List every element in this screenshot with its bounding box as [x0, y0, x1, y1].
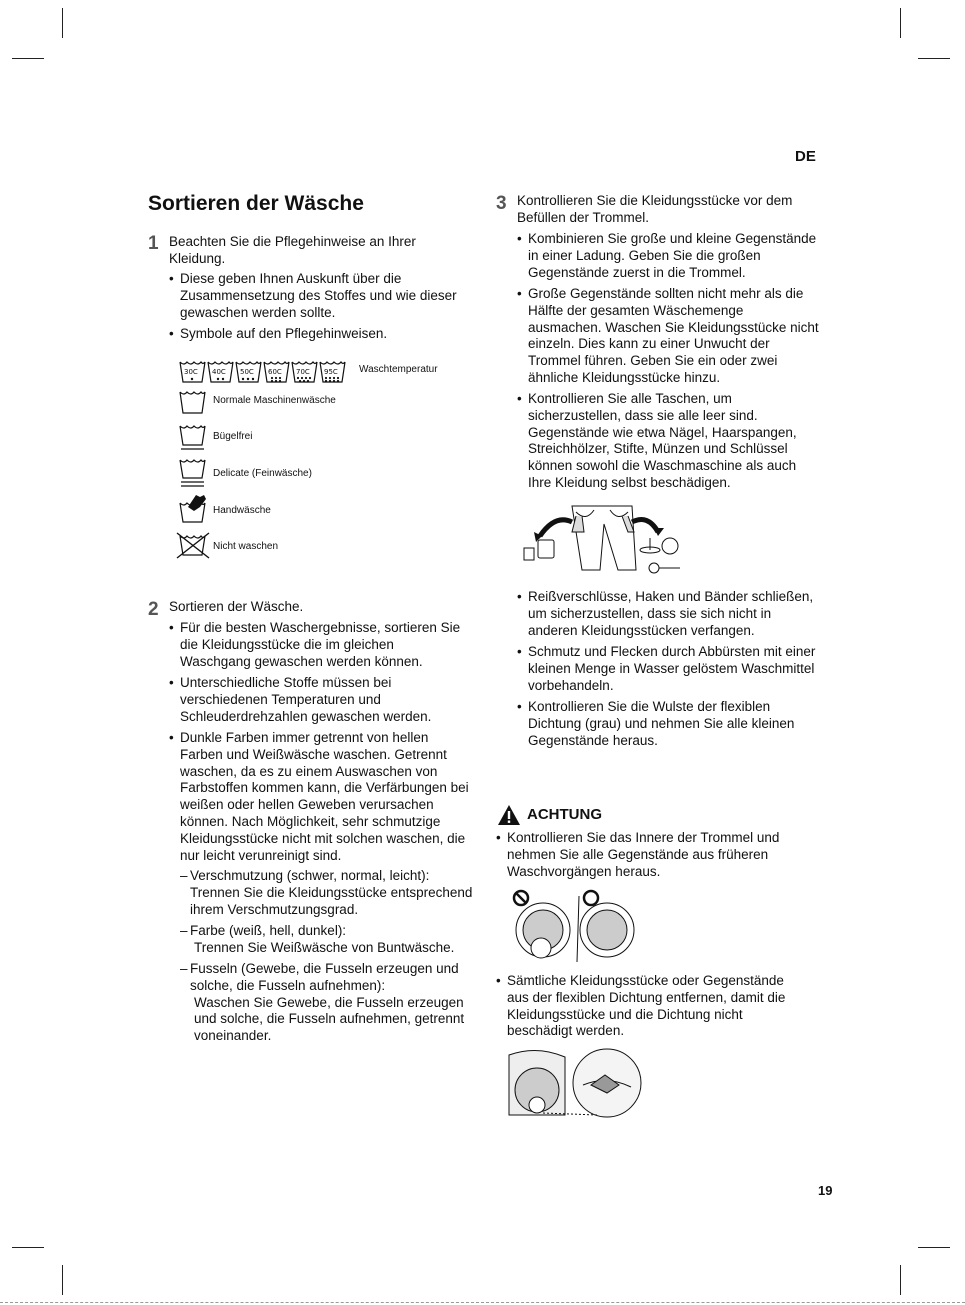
delicate-icon	[178, 456, 208, 490]
care-symbols	[178, 358, 478, 558]
dash-detail: Trennen Sie die Kleidungsstücke entsprechend ihrem Verschmutzungsgrad.	[190, 884, 473, 917]
dash-item	[180, 923, 475, 957]
temp-label: 40C	[212, 368, 226, 376]
bullet-item: • Dunkle Farben immer getrennt von hellen Farben und Weißwäsche waschen. Getrennt waschen, da es zu einem Auswaschen von Farbstoffen kommen kann, die Verfärbungen bei weißen oder hellen Geweben verursachen können. Nach Möglichkeit, sehr schmutzige Kleidungsstücke nicht mit solchen waschen, die nur leicht verunreinigt sind.	[169, 730, 472, 864]
temp-label: 60C	[268, 368, 282, 376]
no-wash-icon	[176, 530, 210, 560]
crop-mark	[12, 58, 44, 59]
crop-mark	[900, 8, 901, 38]
page-title: Sortieren der Wäsche	[148, 192, 364, 215]
temp-label: 30C	[184, 368, 198, 376]
symbol-label: Delicate (Feinwäsche)	[213, 468, 312, 479]
crop-mark	[900, 1265, 901, 1295]
dash-label: – Fusseln (Gewebe, die Fusseln erzeugen und solche, die Fusseln aufnehmen):	[190, 961, 459, 993]
bullet-item: • Schmutz und Flecken durch Abbürsten mit einer kleinen Menge in Wasser gelöstem Waschmittel vorbehandeln.	[517, 644, 820, 694]
warning-icon	[497, 804, 521, 826]
dash-label: – Farbe (weiß, hell, dunkel):	[190, 923, 347, 938]
dash-detail: Waschen Sie Gewebe, die Fusseln erzeugen und solche, die Fusseln aufnehmen, getrennt voneinander.	[194, 994, 465, 1044]
bottom-rule	[0, 1302, 965, 1303]
step-text: Beachten Sie die Pflegehinweise an Ihrer Kleidung.	[169, 234, 416, 266]
temp-label: 70C	[296, 368, 310, 376]
gasket-illustration	[507, 1045, 647, 1120]
bullet-item: • Unterschiedliche Stoffe müssen bei verschiedenen Temperaturen und Schleuderdrehzahlen gewaschen werden.	[169, 675, 468, 725]
hand-wash-icon	[178, 493, 210, 525]
step-number: 2	[148, 599, 159, 620]
step-text: Kontrollieren Sie die Kleidungsstücke vor dem Befüllen der Trommel.	[517, 193, 793, 225]
temp-label: 95C	[324, 368, 338, 376]
bullet-item: • Symbole auf den Pflegehinweisen.	[169, 326, 475, 343]
crop-mark	[12, 1247, 44, 1248]
bullet-item: • Sämtliche Kleidungsstücke oder Gegenstände aus der flexiblen Dichtung entfernen, damit die Kleidungsstücke und die Dichtung nicht beschädigt werden.	[496, 973, 807, 1040]
bullet-item: • Große Gegenstände sollten nicht mehr als die Hälfte der gesamten Wäschemenge ausmachen. Waschen Sie Kleidungsstücke nicht einzeln. Dies kann zu einer Unwucht der Trommel führen. Geben Sie ein oder zwei ähnliche Kleidungsstücke hinzu.	[517, 286, 820, 387]
symbol-label: Nicht waschen	[213, 541, 279, 552]
drum-check-illustration	[507, 888, 647, 963]
step-number: 1	[148, 233, 159, 254]
bullet-item: • Kombinieren Sie große und kleine Gegenstände in einer Ladung. Geben Sie die großen Gegenstände zuerst in die Trommel.	[517, 231, 820, 281]
symbol-label: Bügelfrei	[213, 431, 253, 442]
bullet-item: • Kontrollieren Sie das Innere der Trommel und nehmen Sie alle Gegenstände aus früheren Waschvorgängen heraus.	[496, 830, 807, 880]
bullet-item: • Kontrollieren Sie alle Taschen, um sicherzustellen, dass sie alle leer sind. Gegenstände wie etwa Nägel, Haarspangen, Streichhölzer, Stifte, Münzen und Schlüssel können sowohl die Waschmaschine als auch Ihre Kleidung selbst beschädigen.	[517, 391, 820, 492]
page-number: 19	[818, 1183, 833, 1198]
symbol-label: Handwäsche	[213, 505, 271, 516]
dash-item	[180, 868, 475, 918]
bullet-item: • Kontrollieren Sie die Wulste der flexiblen Dichtung (grau) und nehmen Sie alle kleinen Gegenstände heraus.	[517, 699, 820, 749]
iron-free-icon	[178, 422, 208, 452]
caution-title: ACHTUNG	[527, 806, 602, 823]
pockets-illustration	[520, 502, 690, 577]
normal-wash-icon	[178, 388, 208, 416]
language-tag: DE	[795, 148, 816, 165]
crop-mark	[918, 58, 950, 59]
temp-label: 50C	[240, 368, 254, 376]
crop-mark	[62, 8, 63, 38]
symbol-label: Waschtemperatur	[359, 364, 438, 375]
crop-mark	[918, 1247, 950, 1248]
crop-mark	[62, 1265, 63, 1295]
dash-item	[180, 961, 478, 1045]
bullet-item: • Reißverschlüsse, Haken und Bänder schließen, um sicherzustellen, dass sie sich nicht in anderen Kleidungsstücken verfangen.	[517, 589, 820, 639]
symbol-label: Normale Maschinenwäsche	[213, 395, 336, 406]
temperature-tub-icons	[178, 358, 348, 388]
bullet-item: • Diese geben Ihnen Auskunft über die Zusammensetzung des Stoffes und wie dieser gewaschen werden sollte.	[169, 271, 475, 321]
dash-detail: Trennen Sie Weißwäsche von Buntwäsche.	[194, 939, 455, 955]
step-number: 3	[496, 193, 507, 214]
step-text: Sortieren der Wäsche.	[169, 599, 304, 614]
bullet-item: • Für die besten Waschergebnisse, sortieren Sie die Kleidungsstücke die im gleichen Waschgang gewaschen werden können.	[169, 620, 468, 670]
dash-label: – Verschmutzung (schwer, normal, leicht):	[190, 868, 430, 883]
